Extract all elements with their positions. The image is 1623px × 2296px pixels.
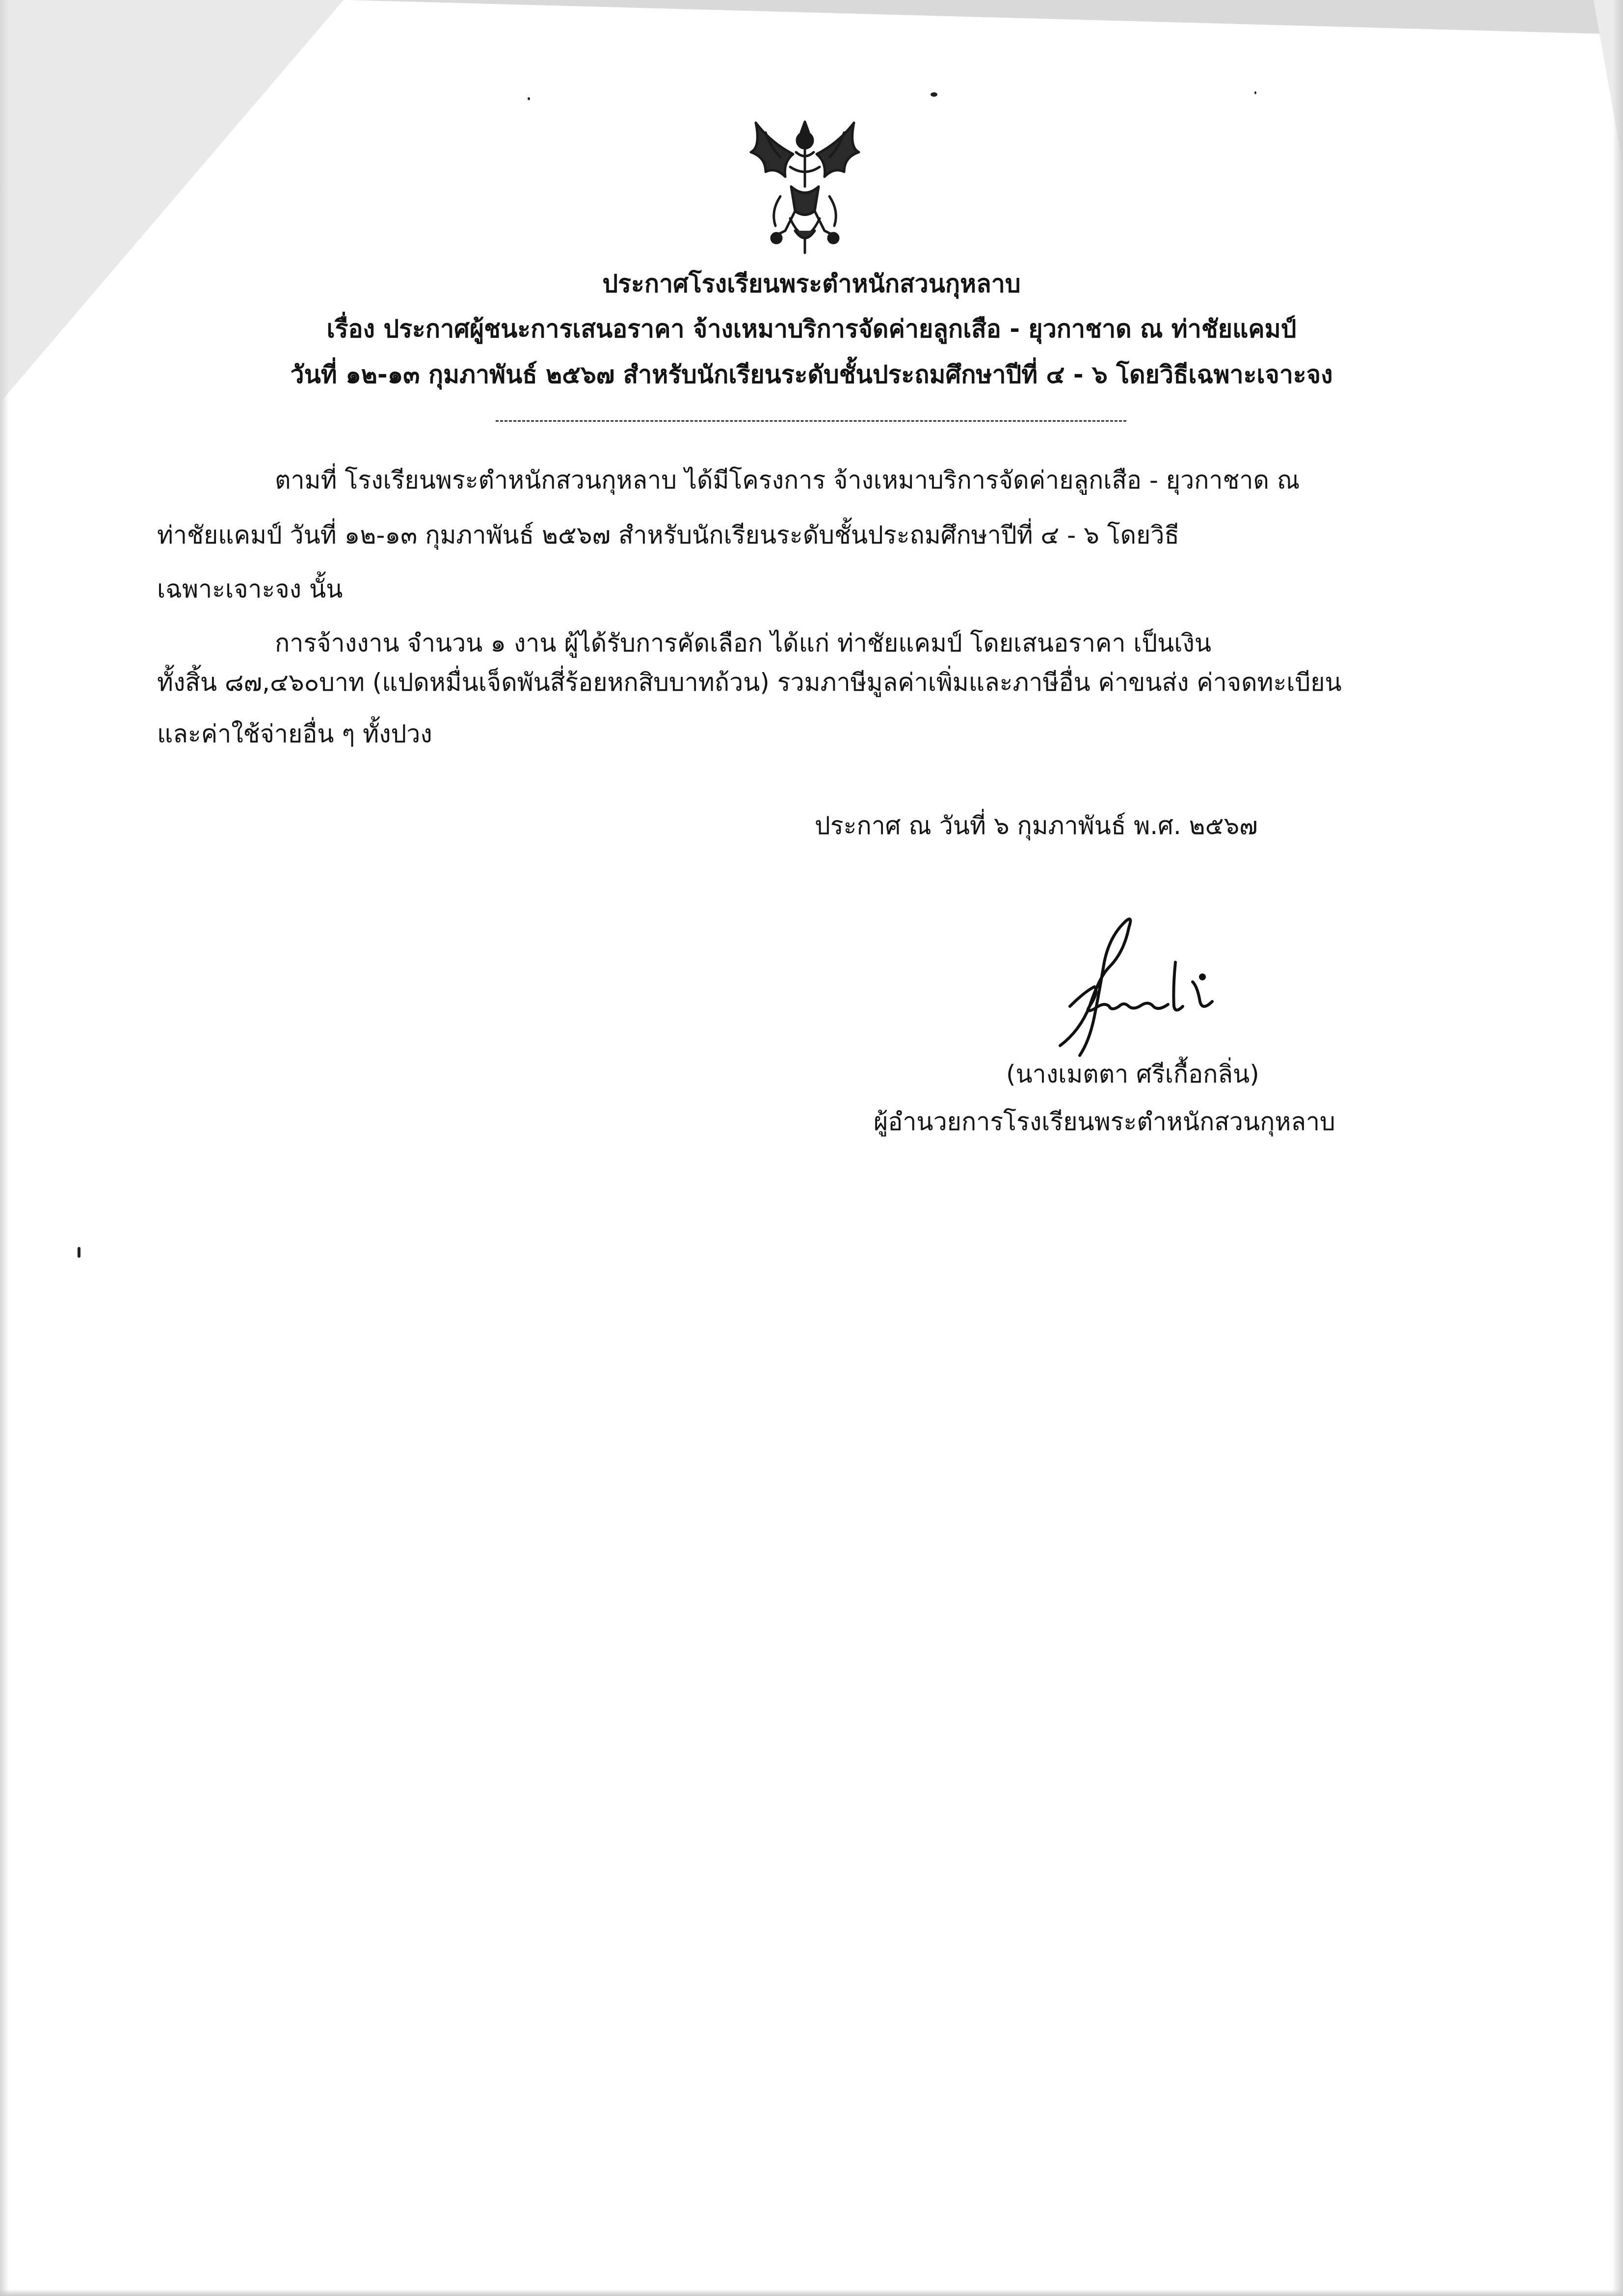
announcement-heading-subject: เรื่อง ประกาศผู้ชนะการเสนอราคา จ้างเหมาบริการจัดค่ายลูกเสือ - ยุวกาชาด ณ ท่าชัยแคมป์: [326, 315, 1297, 343]
handwritten-signature-icon: [1050, 908, 1227, 1060]
signer-name: (นางเมตตา ศรีเกื้อกลิ่น): [1006, 1060, 1259, 1088]
scan-shadow-top-right: [347, 0, 1623, 34]
garuda-emblem-icon: [736, 113, 874, 255]
paragraph-2-line-1: การจ้างงาน จำนวน ๑ งาน ผู้ได้รับการคัดเลือก ได้แก่ ท่าชัยแคมป์ โดยเสนอราคา เป็นเงิน: [275, 629, 1212, 657]
paragraph-1-line-3: เฉพาะเจาะจง นั้น: [157, 575, 343, 603]
scan-edge-left: [0, 0, 9, 2296]
scan-edge-right: [1612, 0, 1623, 2296]
announcement-date: ประกาศ ณ วันที่ ๖ กุมภาพันธ์ พ.ศ. ๒๕๖๗: [815, 811, 1258, 840]
heading-separator: [496, 420, 1126, 422]
announcement-heading-title: ประกาศโรงเรียนพระตำหนักสวนกุหลาบ: [602, 270, 1021, 298]
scan-speck: [528, 97, 530, 100]
paragraph-2-line-3: และค่าใช้จ่ายอื่น ๆ ทั้งปวง: [157, 720, 432, 748]
paragraph-1-line-2: ท่าชัยแคมป์ วันที่ ๑๒-๑๓ กุมภาพันธ์ ๒๕๖๗ สำหรับนักเรียนระดับชั้นประถมศึกษาปีที่ ๔ - ๖ โดยวิธี: [157, 521, 1179, 549]
paragraph-2-line-2: ทั้งสิ้น ๘๗,๔๖๐บาท (แปดหมื่นเจ็ดพันสี่ร้อยหกสิบบาทถ้วน) รวมภาษีมูลค่าเพิ่มและภาษีอื่น ค่าขนส่ง ค่าจดทะเบียน: [157, 668, 1342, 697]
signer-title: ผู้อำนวยการโรงเรียนพระตำหนักสวนกุหลาบ: [874, 1107, 1335, 1136]
announcement-heading-details: วันที่ ๑๒-๑๓ กุมภาพันธ์ ๒๕๖๗ สำหรับนักเรียนระดับชั้นประถมศึกษาปีที่ ๔ - ๖ โดยวิธีเฉพาะเจาะจง: [290, 360, 1333, 389]
scan-speck: [931, 92, 937, 97]
scan-speck: [1254, 91, 1256, 94]
paragraph-1-line-1: ตามที่ โรงเรียนพระตำหนักสวนกุหลาบ ได้มีโครงการ จ้างเหมาบริการจัดค่ายลูกเสือ - ยุวกาชาด ณ: [275, 466, 1300, 494]
scan-speck: [78, 1247, 80, 1258]
scan-edge-bottom: [0, 2289, 1623, 2296]
